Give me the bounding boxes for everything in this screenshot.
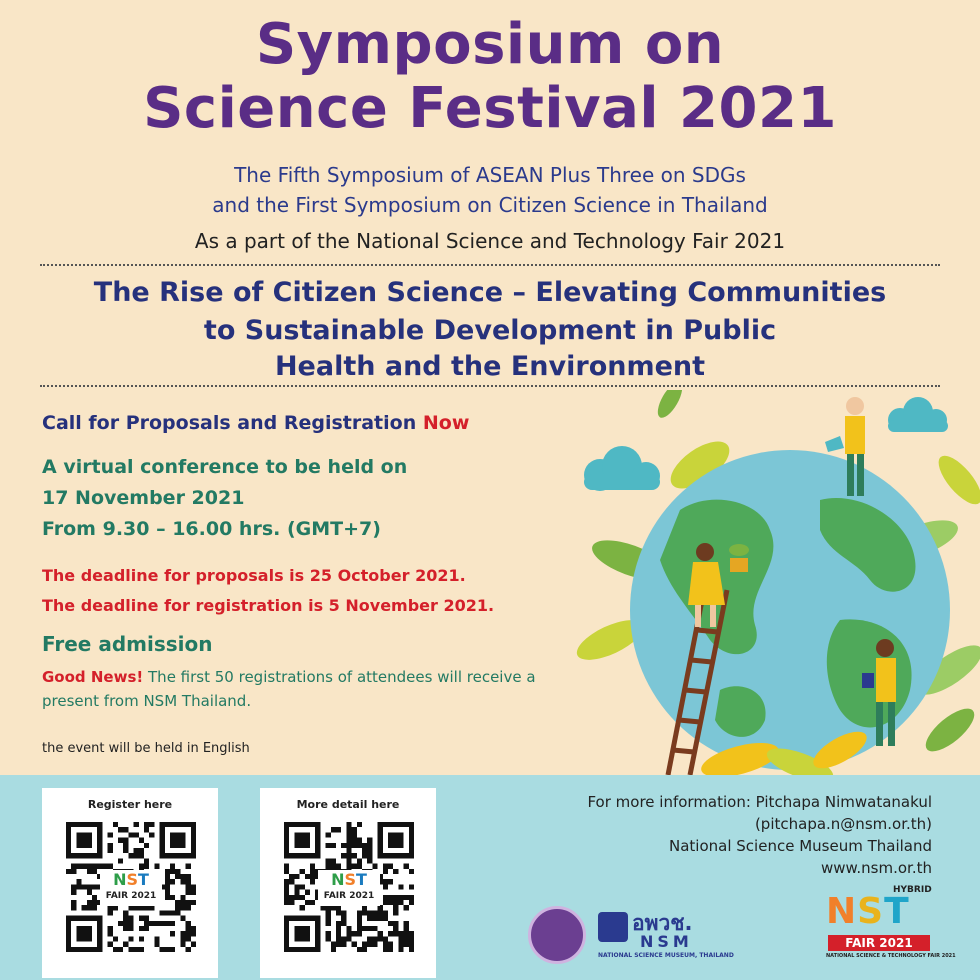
subtitle-line-2: and the First Symposium on Citizen Science in Thailand (212, 193, 768, 217)
free-admission: Free admission (42, 632, 213, 656)
nst-s: S (857, 891, 885, 932)
contact-info (587, 791, 932, 879)
good-news-text: The first 50 registrations of attendees will receive a present from NSM Thailand. (42, 668, 536, 710)
nsm-logo-en: NSM (640, 932, 693, 951)
badge-fair: FAIR 2021 (323, 891, 375, 901)
badge-s: S (344, 870, 356, 889)
conference-date: 17 November 2021 (42, 487, 245, 509)
title-line-2: Science Festival 2021 (143, 76, 837, 141)
qr-card-more-detail[interactable] (260, 788, 436, 978)
nst-logo (826, 893, 910, 931)
nsm-logo-sub: NATIONAL SCIENCE MUSEUM, THAILAND (598, 952, 734, 959)
qr-label-more-detail: More detail here (296, 798, 400, 811)
deadline-proposals: The deadline for proposals is 25 October 2021. (42, 566, 466, 585)
subtitle-line-1: The Fifth Symposium of ASEAN Plus Three on SDGs (234, 163, 746, 187)
title-line-1: Symposium on (255, 12, 725, 77)
ministry-seal-logo (528, 906, 586, 964)
nsm-logo-thai: อพวช. (632, 911, 693, 935)
badge-t: T (356, 870, 367, 889)
contact-org: National Science Museum Thailand (669, 837, 932, 855)
theme-line-3: Health and the Environment (274, 351, 706, 382)
theme-line-2: to Sustainable Development in Public (203, 315, 777, 346)
qr-label-register: Register here (87, 798, 173, 811)
cloud-icon (584, 446, 660, 491)
call-now: Now (422, 412, 470, 434)
nst-badge (318, 870, 380, 906)
deadline-registration: The deadline for registration is 5 November 2021. (42, 596, 495, 615)
contact-website[interactable]: www.nsm.or.th (820, 859, 932, 877)
conference-line-1: A virtual conference to be held on (42, 456, 408, 478)
badge-n: N (113, 870, 127, 889)
good-news (42, 665, 562, 713)
badge-s: S (126, 870, 138, 889)
nst-sub-label: NATIONAL SCIENCE & TECHNOLOGY FAIR 2021 (826, 953, 956, 959)
subtitle-line-3: As a part of the National Science and Technology Fair 2021 (194, 229, 786, 253)
conference-time: From 9.30 – 16.00 hrs. (GMT+7) (42, 518, 381, 540)
contact-line-1: For more information: Pitchapa Nimwatanakul (587, 793, 932, 811)
language-note: the event will be held in English (42, 741, 250, 756)
call-for-proposals (42, 412, 469, 434)
badge-fair: FAIR 2021 (105, 891, 157, 901)
nst-badge (100, 870, 162, 906)
dotted-divider-top (40, 264, 940, 266)
dotted-divider-bottom (40, 385, 940, 387)
theme-line-1: The Rise of Citizen Science – Elevating Communities (93, 277, 887, 308)
earth-illustration (540, 390, 980, 775)
badge-t: T (138, 870, 149, 889)
nst-t: T (884, 891, 910, 932)
qr-card-register[interactable] (42, 788, 218, 978)
nst-hybrid-label: HYBRID (893, 885, 932, 895)
cloud-icon (888, 397, 948, 432)
good-news-label: Good News! (42, 668, 144, 686)
badge-n: N (331, 870, 345, 889)
nsm-logo-icon (598, 912, 628, 942)
call-text: Call for Proposals and Registration (42, 412, 423, 434)
nst-fair-badge: FAIR 2021 (828, 935, 930, 951)
contact-email[interactable]: (pitchapa.n@nsm.or.th) (754, 815, 932, 833)
nst-n: N (826, 891, 858, 932)
